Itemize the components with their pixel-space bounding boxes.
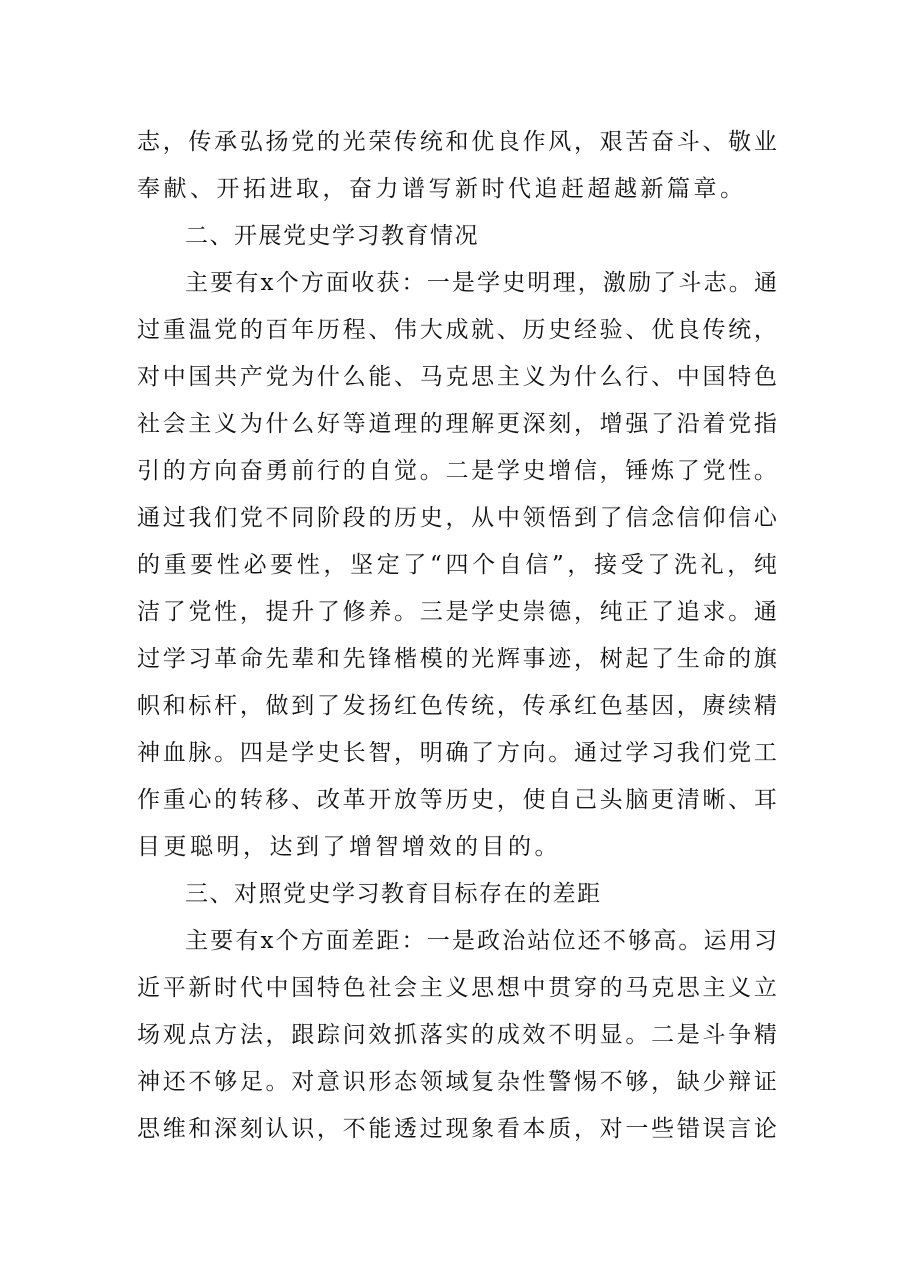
paragraph-line: 思 维 和 深 刻 认 识 ， 不 能 透 过 现 象 看 本 质 ， 对 一 些 错 误 言 论 (137, 1116, 777, 1142)
section-heading: 二、开展党史学习教育情况 (185, 223, 479, 249)
paragraph-line: 帜 和 标 杆 ， 做 到 了 发 扬 红 色 传 统 ， 传 承 红 色 基 因 ， 赓 续 精 (137, 693, 777, 719)
paragraph-line: 社 会 主 义 为 什 么 好 等 道 理 的 理 解 更 深 刻 ， 增 强 了 沿 着 党 指 (137, 411, 777, 437)
paragraph-line: 引 的 方 向 奋 勇 前 行 的 自 觉 。 二 是 学 史 增 信 ， 锤 炼 了 党 性 。 (137, 458, 777, 484)
paragraph-line: 志 ， 传 承 弘 扬 党 的 光 荣 传 统 和 优 良 作 风 ， 艰 苦 奋 斗 、 敬 业 (137, 129, 777, 155)
paragraph-line: 过 重 温 党 的 百 年 历 程 、 伟 大 成 就 、 历 史 经 验 、 优 良 传 统 ， (137, 317, 777, 343)
paragraph-line: 主 要 有 x 个 方 面 收 获 ： 一 是 学 史 明 理 ， 激 励 了 斗 志 。 通 (185, 270, 777, 296)
paragraph-line: 主 要 有 x 个 方 面 差 距 ： 一 是 政 治 站 位 还 不 够 高 。 运 用 习 (185, 928, 777, 954)
paragraph-line: 神 血 脉 。 四 是 学 史 长 智 ， 明 确 了 方 向 。 通 过 学 习 我 们 党 工 (137, 740, 777, 766)
paragraph-line: 奉献、开拓进取，奋力谱写新时代追赶超越新篇章。 (137, 176, 747, 202)
paragraph-line: 洁 了 党 性 ， 提 升 了 修 养 。 三 是 学 史 崇 德 ， 纯 正 了 追 求 。 通 (137, 599, 777, 625)
document-body (137, 119, 777, 1153)
paragraph-line: 作 重 心 的 转 移 、 改 革 开 放 等 历 史 ， 使 自 己 头 脑 更 清 晰 、 耳 (137, 787, 777, 813)
section-heading: 三、对照党史学习教育目标存在的差距 (185, 881, 602, 907)
paragraph-line: 近 平 新 时 代 中 国 特 色 社 会 主 义 思 想 中 贯 穿 的 马 克 思 主 义 立 (137, 975, 777, 1001)
paragraph-line: 目更聪明，达到了增智增效的目的。 (137, 834, 561, 860)
paragraph-line: 通 过 我 们 党 不 同 阶 段 的 历 史 ， 从 中 领 悟 到 了 信 念 信 仰 信 心 (137, 505, 777, 531)
paragraph-line: 过 学 习 革 命 先 辈 和 先 锋 楷 模 的 光 辉 事 迹 ， 树 起 了 生 命 的 旗 (137, 646, 777, 672)
paragraph-line: 场 观 点 方 法 ， 跟 踪 问 效 抓 落 实 的 成 效 不 明 显 。 二 是 斗 争 精 (137, 1022, 777, 1048)
paragraph-line: 的 重 要 性 必 要 性 ， 坚 定 了 “ 四 个 自 信 ” ， 接 受 了 洗 礼 ， 纯 (137, 552, 777, 578)
paragraph-line: 对 中 国 共 产 党 为 什 么 能 、 马 克 思 主 义 为 什 么 行 、 中 国 特 色 (137, 364, 777, 390)
paragraph-line: 神 还 不 够 足 。 对 意 识 形 态 领 域 复 杂 性 警 惕 不 够 ， 缺 少 辩 证 (137, 1069, 777, 1095)
